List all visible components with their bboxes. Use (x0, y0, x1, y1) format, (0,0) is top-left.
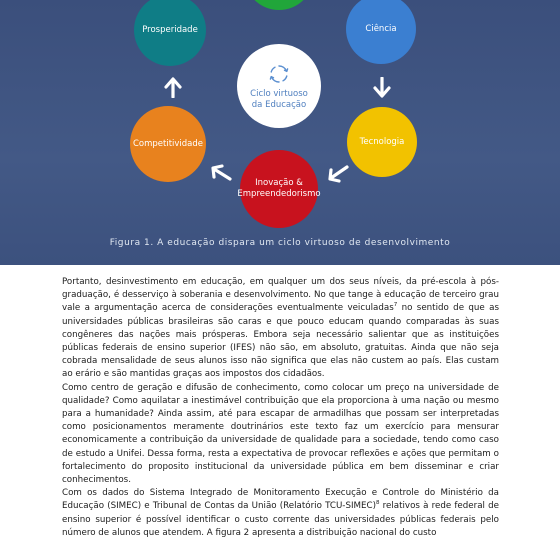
figure-education-cycle (0, 0, 560, 265)
footnote-ref-7[interactable]: 7 (393, 302, 398, 309)
circle-top-green (244, 0, 314, 10)
paragraph-3-part-a: Com os dados do Sistema Integrado de Monitoramento Execução e Controle do Ministério da Educação (SIMEC) e Tribunal de Contas da União (Relatório TCU-SIMEC) (62, 488, 499, 512)
arrow-up-icon (164, 76, 182, 98)
arrow-down-icon (373, 77, 391, 99)
paragraph-3 (62, 487, 499, 540)
footnote-ref-8[interactable]: 8 (375, 500, 380, 507)
circle-inovacao (237, 150, 321, 228)
figure-caption: Figura 1. A educação dispara um ciclo virtuoso de desenvolvimento (109, 238, 451, 248)
circle-inovacao-label: Inovação & Empreendedorismo (237, 178, 321, 199)
circle-ciencia (346, 0, 416, 64)
center-label-line2: da Educação (251, 99, 307, 110)
circle-tecnologia (347, 107, 417, 177)
circle-tecnologia-label: Tecnologia (359, 136, 405, 147)
circle-ciencia-label: Ciência (365, 23, 397, 34)
circle-competitividade (130, 106, 206, 182)
paragraph-2: Como centro de geração e difusão de conhecimento, como colocar um preço na universidade de qualidade? Como aquilatar a inestimável contribuição que ela proporciona à uma nação ou mesmo para a humanidade? Ainda assim, até para escapar de armadilhas que possam ser interpretadas como posicionamentos meramente doutrinários este texto faz um exercício para mensurar economicamente a contribuição da universidade de qualidade para a sociedade, tendo como caso de estudo a Unifei. Dessa forma, resta a expectativa de provocar reflexões e ações que permitam o fortalecimento do proposito institucional da universidade pública em bem disseminar e criar conhecimentos. (62, 382, 499, 486)
circle-prosperidade-label: Prosperidade (142, 24, 198, 35)
paragraph-1 (62, 276, 499, 382)
body-text (62, 276, 499, 540)
circle-competitividade-label: Competitividade (132, 138, 204, 149)
circle-center-cycle (237, 44, 321, 128)
cycle-arrows-icon (267, 62, 291, 86)
circle-prosperidade (134, 0, 206, 66)
paragraph-1-part-a: Portanto, desinvestimento em educação, em qualquer um dos seus níveis, da pré-escola à pós-graduação, é desserviço à soberania e desenvolvimento. No que tange à educação de terceiro grau vale a argumentação acerca de considerações eventualmente veiculadas (62, 277, 499, 314)
arrow-left-down-icon (326, 164, 350, 184)
paragraph-3-part-b: relativos à rede federal de ensino superior é possível identificar o custo corrente das universidades públicas federais pelo número de alunos que atendem. A figura 2 apresenta a distribuição nacional do custo (62, 501, 499, 538)
center-label-line1: Ciclo virtuoso (250, 88, 308, 99)
paragraph-1-part-b: no sentido de que as universidades públicas brasileiras são caras e que pouco educam quando comparadas às suas congêneres das nações mais prósperas. Embora seja necessário salientar que as instituições públicas federais de ensino superior (IFES) não são, em absoluto, gratuitas. Ainda que não seja cobrada mensalidade de seus alunos isso não significa que elas não custem ao país. Elas custam ao erário e são mantidas graças aos impostos dos cidadãos. (62, 303, 499, 380)
arrow-left-up-icon (209, 163, 233, 183)
